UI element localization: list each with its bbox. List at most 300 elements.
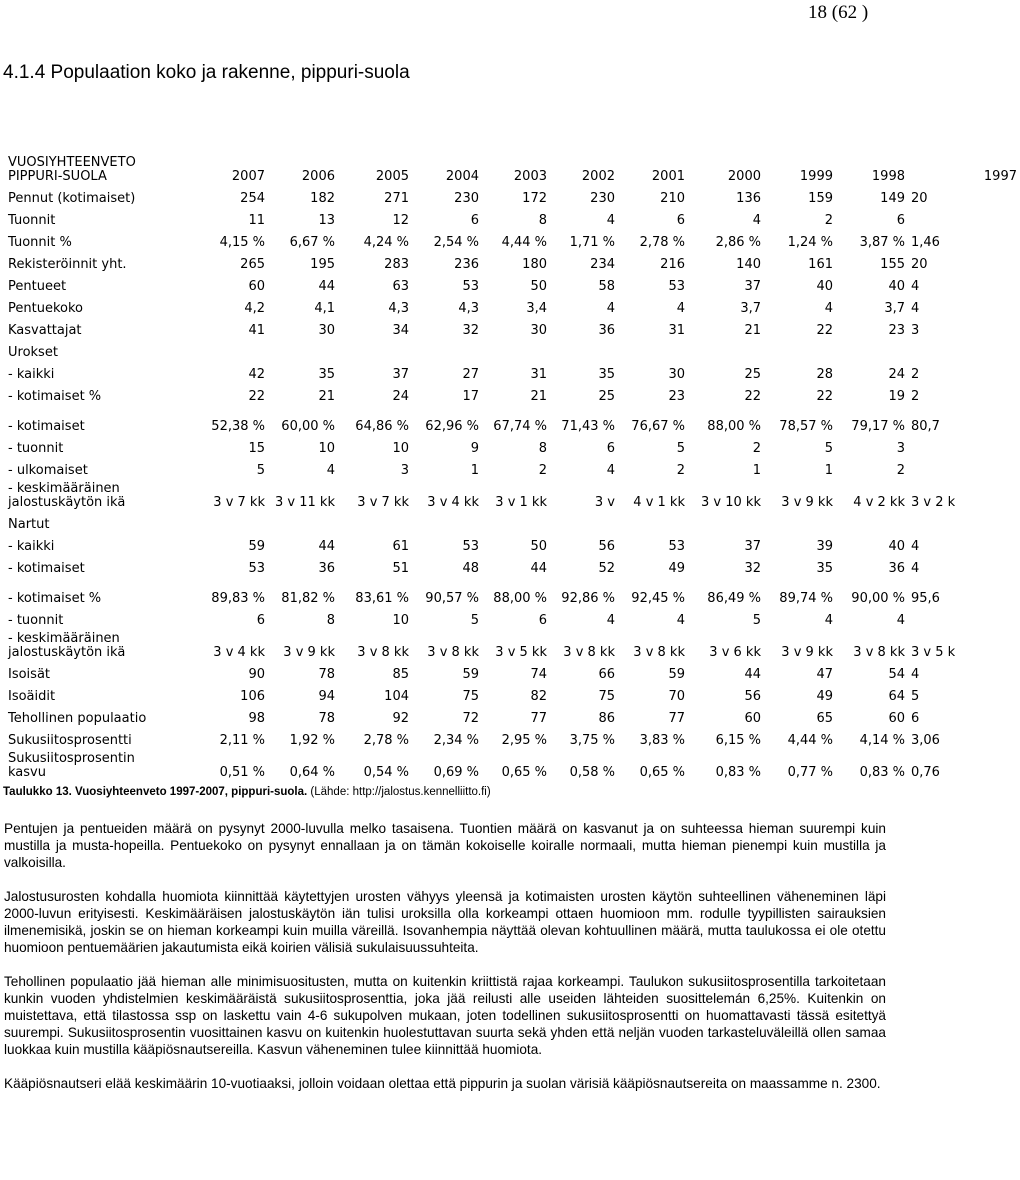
table-cell: 49 <box>816 689 833 704</box>
table-cell: 1,46 <box>911 235 940 250</box>
table-cell: 67,74 % <box>493 419 547 434</box>
table-cell <box>412 510 482 532</box>
row-label: Rekisteröinnit yht. <box>8 257 127 272</box>
table-cell: 3 v 7 kk <box>213 495 265 510</box>
table-cell: 1 <box>752 463 761 478</box>
table-cell: 4 <box>911 279 920 294</box>
table-cell <box>338 510 412 532</box>
table-cell: 8 <box>538 441 547 456</box>
table-cell: 2 <box>824 213 833 228</box>
table-cell: 24 <box>392 389 409 404</box>
table-cell: 2 <box>752 441 761 456</box>
table-cell: 1,71 % <box>569 235 615 250</box>
row-label: Sukusiitosprosentti <box>8 733 132 748</box>
table-cell: 4,2 <box>244 301 265 316</box>
table-cell: 53 <box>668 279 685 294</box>
table-cell: 22 <box>816 323 833 338</box>
table-cell: 4,15 % <box>219 235 265 250</box>
table-row <box>0 434 1020 456</box>
table-cell: 75 <box>462 689 479 704</box>
table-cell: 20 <box>911 191 928 206</box>
table-cell: 3 v 8 kk <box>853 645 905 660</box>
table-cell <box>764 510 836 532</box>
table-row <box>0 576 1020 606</box>
table-cell: 58 <box>598 279 615 294</box>
table-cell: 230 <box>454 191 479 206</box>
table-cell: 53 <box>668 539 685 554</box>
table-cell: 4 <box>606 213 615 228</box>
table-cell: 3,7 <box>740 301 761 316</box>
table-cell: 21 <box>318 389 335 404</box>
section-title: 4.1.4 Populaation koko ja rakenne, pippuri-suola <box>3 62 410 83</box>
year-header: 2006 <box>301 169 335 184</box>
table-cell: 4 v 1 kk <box>633 495 685 510</box>
table-row <box>0 554 1020 576</box>
table-cell: 94 <box>318 689 335 704</box>
table-row <box>0 228 1020 250</box>
table-cell: 3 v 8 kk <box>563 645 615 660</box>
table-cell: 59 <box>462 667 479 682</box>
table-cell: 2,78 % <box>363 733 409 748</box>
row-label: - kotimaiset <box>8 419 85 434</box>
table-row <box>0 606 1020 628</box>
row-label: - keskimääräinen jalostuskäytön ikä <box>8 631 126 660</box>
table-cell: 28 <box>816 367 833 382</box>
table-cell: 44 <box>318 279 335 294</box>
table-cell: 159 <box>808 191 833 206</box>
table-cell: 4 <box>824 613 833 628</box>
table-cell: 6 <box>256 613 265 628</box>
year-header: 1998 <box>871 169 905 184</box>
row-label: - kotimaiset <box>8 561 85 576</box>
table-cell: 78,57 % <box>779 419 833 434</box>
table-cell: 25 <box>598 389 615 404</box>
table-cell: 66 <box>598 667 615 682</box>
table-cell: 30 <box>530 323 547 338</box>
table-cell: 53 <box>462 279 479 294</box>
table-cell: 2,11 % <box>219 733 265 748</box>
table-cell: 74 <box>530 667 547 682</box>
table-cell <box>908 434 1020 456</box>
table-cell: 4 <box>896 613 905 628</box>
table-cell: 216 <box>660 257 685 272</box>
table-cell: 95,6 <box>911 591 940 606</box>
table-cell: 4 v 2 kk <box>853 495 905 510</box>
table-cell: 0,64 % <box>289 765 335 780</box>
table-cell: 3 <box>896 441 905 456</box>
table-cell: 2,78 % <box>639 235 685 250</box>
table-row <box>0 294 1020 316</box>
row-label: - kaikki <box>8 367 55 382</box>
row-label: Pentueet <box>8 279 67 294</box>
table-cell: 3 v 8 kk <box>633 645 685 660</box>
table-cell <box>168 338 268 360</box>
table-cell: 3 v <box>594 495 615 510</box>
table-cell: 36 <box>318 561 335 576</box>
table-cell: 0,83 % <box>859 765 905 780</box>
table-cell: 72 <box>462 711 479 726</box>
table-row <box>0 748 1020 780</box>
table-cell: 90 <box>248 667 265 682</box>
table-cell: 54 <box>888 667 905 682</box>
paragraph: Kääpiösnautseri elää keskimäärin 10-vuotiaaksi, jolloin voidaan olettaa että pippurin ja suolan värisiä kääpiösnautsereita on maassamme n. 2300. <box>4 1076 881 1091</box>
table-cell: 4 <box>752 213 761 228</box>
table-cell: 80,7 <box>911 419 940 434</box>
table-cell: 42 <box>248 367 265 382</box>
table-cell: 92,45 % <box>631 591 685 606</box>
table-cell: 88,00 % <box>493 591 547 606</box>
table-cell <box>836 338 908 360</box>
row-label: Pentuekoko <box>8 301 83 316</box>
table-cell: 0,65 % <box>639 765 685 780</box>
table-cell: 77 <box>530 711 547 726</box>
table-cell: 140 <box>736 257 761 272</box>
table-cell: 98 <box>248 711 265 726</box>
table-cell: 3,06 <box>911 733 940 748</box>
table-cell: 30 <box>668 367 685 382</box>
table-cell: 44 <box>530 561 547 576</box>
table-cell: 3 v 2 k <box>911 495 956 510</box>
table-row <box>0 272 1020 294</box>
table-cell: 4 <box>606 613 615 628</box>
paragraph: Pentujen ja pentueiden määrä on pysynyt 2000-luvulla melko tasaisena. Tuontien määrä on kasvanut ja on suhteessa hieman suurempi kuin mustilla ja musta-hopeilla. Pentuekoko on pysynyt ennallaan ja on tämän kokoiselle koiralle normaali, mutta hieman pienempi kuin mustilla ja valkoisilla. <box>4 821 886 870</box>
table-cell: 40 <box>888 279 905 294</box>
table-cell: 2 <box>911 389 920 404</box>
row-label: - kotimaiset % <box>8 591 102 606</box>
row-label: Urokset <box>8 345 58 360</box>
table-cell: 59 <box>668 667 685 682</box>
table-header-label: VUOSIYHTEENVETO PIPPURI-SUOLA <box>8 155 136 184</box>
table-cell: 21 <box>744 323 761 338</box>
table-cell: 172 <box>522 191 547 206</box>
summary-table-body <box>0 144 1020 780</box>
table-cell: 195 <box>310 257 335 272</box>
row-label: - tuonnit <box>8 613 64 628</box>
table-cell: 234 <box>590 257 615 272</box>
table-cell <box>168 510 268 532</box>
table-cell <box>908 206 1020 228</box>
table-cell: 5 <box>256 463 265 478</box>
table-cell: 3 v 1 kk <box>495 495 547 510</box>
table-cell: 2 <box>911 367 920 382</box>
table-cell: 3 <box>400 463 409 478</box>
table-cell: 44 <box>744 667 761 682</box>
table-cell <box>908 510 1020 532</box>
table-row <box>0 338 1020 360</box>
paragraph: Jalostusurosten kohdalla huomiota kiinnittää käytettyjen urosten vähyys yleensä ja kotimaisten urosten käytön suhteellinen väheneminen läpi 2000-luvun erityisesti. Keskimääräisen jalostuskäytön iän tulisi uroksilla olla korkeampi ottaen huomioon mm. rodulle tyypillisten sairauksien ilmenemisikä, joskin se on hieman korkeampi kuin muilla väreillä. Isovanhempia näyttää olevan kohtuullinen määrä, mutta taulukossa ei ole otettu huomioon pentuemäärien jakautumista eikä koirien välisiä sukulaisuussuhteita. <box>4 889 886 955</box>
page-number: 18 (62 ) <box>808 2 869 23</box>
table-cell: 32 <box>462 323 479 338</box>
table-cell: 52,38 % <box>211 419 265 434</box>
table-cell <box>764 338 836 360</box>
table-cell: 25 <box>744 367 761 382</box>
table-row <box>0 704 1020 726</box>
table-cell: 4,3 <box>458 301 479 316</box>
table-cell: 2 <box>538 463 547 478</box>
table-row <box>0 532 1020 554</box>
row-label: - keskimääräinen jalostuskäytön ikä <box>8 481 126 510</box>
table-cell: 31 <box>668 323 685 338</box>
table-row <box>0 250 1020 272</box>
table-cell: 3 v 9 kk <box>781 495 833 510</box>
table-cell: 23 <box>668 389 685 404</box>
table-cell: 283 <box>384 257 409 272</box>
table-cell: 37 <box>744 279 761 294</box>
table-cell: 210 <box>660 191 685 206</box>
table-cell: 1 <box>470 463 479 478</box>
table-cell: 4,44 % <box>501 235 547 250</box>
table-cell: 47 <box>816 667 833 682</box>
table-cell: 53 <box>248 561 265 576</box>
table-cell: 6 <box>911 711 920 726</box>
table-cell: 41 <box>248 323 265 338</box>
table-cell <box>550 510 618 532</box>
table-cell: 0,76 <box>911 765 940 780</box>
table-cell: 6,67 % <box>289 235 335 250</box>
table-cell: 36 <box>888 561 905 576</box>
table-cell: 48 <box>462 561 479 576</box>
table-cell: 83,61 % <box>355 591 409 606</box>
table-cell: 50 <box>530 539 547 554</box>
table-cell: 4 <box>911 539 920 554</box>
table-cell: 5 <box>911 689 920 704</box>
table-cell <box>688 510 764 532</box>
table-cell: 70 <box>668 689 685 704</box>
table-cell: 0,69 % <box>433 765 479 780</box>
row-label: Isoäidit <box>8 689 56 704</box>
table-cell: 3 v 9 kk <box>283 645 335 660</box>
table-cell <box>618 338 688 360</box>
table-cell <box>268 510 338 532</box>
caption-title: Taulukko 13. Vuosiyhteenveto 1997-2007, pippuri-suola. <box>3 786 308 798</box>
table-cell: 60 <box>744 711 761 726</box>
table-cell: 39 <box>816 539 833 554</box>
table-cell: 6 <box>538 613 547 628</box>
year-header: 2007 <box>231 169 265 184</box>
table-cell: 15 <box>248 441 265 456</box>
table-cell: 3 v 5 kk <box>495 645 547 660</box>
table-cell: 4,1 <box>314 301 335 316</box>
table-cell <box>482 510 550 532</box>
row-label: Tehollinen populaatio <box>8 711 147 726</box>
table-cell: 62,96 % <box>425 419 479 434</box>
table-cell: 22 <box>816 389 833 404</box>
table-cell: 3 v 11 kk <box>275 495 335 510</box>
table-cell: 4 <box>606 301 615 316</box>
table-cell: 88,00 % <box>707 419 761 434</box>
table-cell: 2,54 % <box>433 235 479 250</box>
table-cell: 51 <box>392 561 409 576</box>
table-row <box>0 660 1020 682</box>
table-cell: 180 <box>522 257 547 272</box>
year-header: 1997 <box>983 169 1017 184</box>
table-cell: 3 v 4 kk <box>427 495 479 510</box>
paragraph: Tehollinen populaatio jää hieman alle minimisuositusten, mutta on kuitenkin kriittistä rajaa korkeampi. Taulukon sukusiitosprosentilla tarkoitetaan kunkin vuoden yhdistelmien keskimääräistä sukusiitosprosenttia, joka jää reilusti alle useiden lähteiden suosittelemán 6,25%. Kuitenkin on muistettava, että tilastossa ssp on laskettu vain 4-6 sukupolven mukaan, joten todellinen sukusiitosprosentti on huomattavasti tässä esitettyä suurempi. Sukusiitosprosentin vuosittainen kasvu on kuitenkin huolestuttavan suurta sekä yhden että neljän vuoden tarkasteluväleillä ollen samaa luokkaa kuin mustilla kääpiösnautsereilla. Kasvun väheneminen tulee kiinnittää huomiota. <box>4 974 886 1057</box>
table-cell: 86,49 % <box>707 591 761 606</box>
table-cell: 49 <box>668 561 685 576</box>
table-cell: 60,00 % <box>281 419 335 434</box>
table-cell: 0,51 % <box>219 765 265 780</box>
table-cell: 3 v 10 kk <box>701 495 761 510</box>
table-cell: 61 <box>392 539 409 554</box>
row-label: Sukusiitosprosentin kasvu <box>8 751 135 780</box>
table-cell: 24 <box>888 367 905 382</box>
table-cell: 35 <box>318 367 335 382</box>
table-cell: 182 <box>310 191 335 206</box>
table-cell: 56 <box>598 539 615 554</box>
table-cell <box>268 338 338 360</box>
table-cell: 271 <box>384 191 409 206</box>
table-cell: 4 <box>911 301 920 316</box>
table-cell: 104 <box>384 689 409 704</box>
table-cell: 0,58 % <box>569 765 615 780</box>
table-cell: 236 <box>454 257 479 272</box>
year-header: 2005 <box>375 169 409 184</box>
table-cell: 4 <box>676 301 685 316</box>
table-cell: 4 <box>824 301 833 316</box>
table-cell: 63 <box>392 279 409 294</box>
table-cell: 2,95 % <box>501 733 547 748</box>
table-cell: 71,43 % <box>561 419 615 434</box>
table-row <box>0 726 1020 748</box>
table-cell: 2 <box>896 463 905 478</box>
table-cell: 92 <box>392 711 409 726</box>
table-cell: 3 v 8 kk <box>357 645 409 660</box>
table-row <box>0 382 1020 404</box>
row-label: Tuonnit <box>8 213 56 228</box>
body-text <box>4 820 886 1109</box>
table-cell: 9 <box>470 441 479 456</box>
table-cell <box>482 338 550 360</box>
table-cell: 86 <box>598 711 615 726</box>
table-cell <box>688 338 764 360</box>
table-row <box>0 510 1020 532</box>
table-cell: 50 <box>530 279 547 294</box>
table-cell: 6 <box>470 213 479 228</box>
table-cell: 4,44 % <box>787 733 833 748</box>
table-cell <box>836 510 908 532</box>
table-cell: 3,87 % <box>859 235 905 250</box>
table-cell <box>412 338 482 360</box>
table-cell: 12 <box>392 213 409 228</box>
table-cell: 149 <box>880 191 905 206</box>
table-cell: 44 <box>318 539 335 554</box>
table-cell: 5 <box>752 613 761 628</box>
table-cell: 37 <box>744 539 761 554</box>
table-row <box>0 316 1020 338</box>
table-row <box>0 682 1020 704</box>
table-cell: 10 <box>392 613 409 628</box>
year-header: 2000 <box>727 169 761 184</box>
table-cell: 19 <box>888 389 905 404</box>
table-cell: 4,3 <box>388 301 409 316</box>
table-cell: 22 <box>248 389 265 404</box>
table-header-row <box>0 144 1020 184</box>
row-label: Nartut <box>8 517 50 532</box>
table-cell: 89,83 % <box>211 591 265 606</box>
table-cell: 82 <box>530 689 547 704</box>
table-cell <box>338 338 412 360</box>
row-label: Isoisät <box>8 667 51 682</box>
table-cell: 17 <box>462 389 479 404</box>
table-cell: 136 <box>736 191 761 206</box>
table-cell: 1 <box>824 463 833 478</box>
table-cell: 53 <box>462 539 479 554</box>
table-cell: 5 <box>676 441 685 456</box>
table-cell: 155 <box>880 257 905 272</box>
table-row <box>0 404 1020 434</box>
table-cell: 4 <box>326 463 335 478</box>
table-cell: 3 v 7 kk <box>357 495 409 510</box>
row-label: - kaikki <box>8 539 55 554</box>
year-header: 2002 <box>581 169 615 184</box>
table-cell: 60 <box>248 279 265 294</box>
table-cell: 4 <box>676 613 685 628</box>
table-row <box>0 628 1020 660</box>
table-cell: 34 <box>392 323 409 338</box>
table-cell: 3,83 % <box>639 733 685 748</box>
table-cell: 3 v 4 kk <box>213 645 265 660</box>
table-cell: 40 <box>888 539 905 554</box>
year-header: 2001 <box>651 169 685 184</box>
row-label: Kasvattajat <box>8 323 82 338</box>
table-row <box>0 456 1020 478</box>
table-cell: 78 <box>318 711 335 726</box>
table-cell: 6 <box>896 213 905 228</box>
table-cell: 6,15 % <box>715 733 761 748</box>
table-cell: 161 <box>808 257 833 272</box>
table-row <box>0 360 1020 382</box>
table-cell: 81,82 % <box>281 591 335 606</box>
year-header: 2004 <box>445 169 479 184</box>
table-cell <box>908 606 1020 628</box>
table-row <box>0 478 1020 510</box>
table-cell: 0,65 % <box>501 765 547 780</box>
table-cell: 3 v 8 kk <box>427 645 479 660</box>
table-cell: 3,75 % <box>569 733 615 748</box>
table-cell: 36 <box>598 323 615 338</box>
table-cell: 56 <box>744 689 761 704</box>
table-cell: 4 <box>606 463 615 478</box>
table-cell: 4,24 % <box>363 235 409 250</box>
table-cell: 0,83 % <box>715 765 761 780</box>
table-cell: 106 <box>240 689 265 704</box>
row-label: Pennut (kotimaiset) <box>8 191 136 206</box>
table-cell: 3 v 9 kk <box>781 645 833 660</box>
table-cell: 30 <box>318 323 335 338</box>
table-cell: 31 <box>530 367 547 382</box>
table-caption <box>3 786 491 798</box>
table-cell: 40 <box>816 279 833 294</box>
table-cell: 0,77 % <box>787 765 833 780</box>
table-cell: 0,54 % <box>363 765 409 780</box>
summary-table-container <box>0 144 1017 780</box>
table-cell: 78 <box>318 667 335 682</box>
table-cell: 254 <box>240 191 265 206</box>
table-cell: 2,34 % <box>433 733 479 748</box>
caption-source: (Lähde: http://jalostus.kennelliitto.fi) <box>307 786 491 798</box>
year-header: 2003 <box>513 169 547 184</box>
table-cell: 3 <box>911 323 920 338</box>
table-cell: 2,86 % <box>715 235 761 250</box>
table-cell: 89,74 % <box>779 591 833 606</box>
table-cell: 75 <box>598 689 615 704</box>
table-cell: 35 <box>816 561 833 576</box>
row-label: Tuonnit % <box>8 235 72 250</box>
row-label: - kotimaiset % <box>8 389 102 404</box>
row-label: - tuonnit <box>8 441 64 456</box>
table-cell: 65 <box>816 711 833 726</box>
